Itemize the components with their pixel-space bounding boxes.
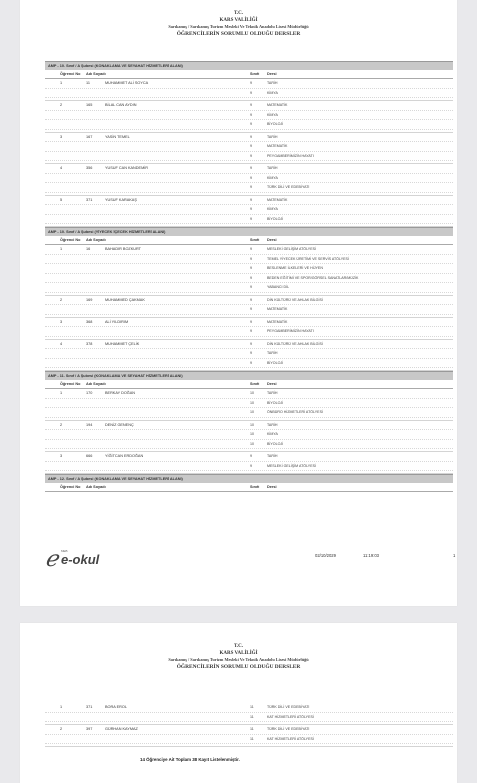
col-header-lesson: Dersi bbox=[267, 72, 277, 76]
lesson-level: 11 bbox=[250, 727, 254, 731]
student-number: 371 bbox=[86, 705, 93, 709]
lesson-row bbox=[45, 264, 453, 274]
lesson-level: 10 bbox=[250, 400, 254, 405]
student-seq: 4 bbox=[60, 166, 63, 170]
student-row bbox=[45, 164, 453, 196]
lesson-name: KAT HİZMETLERİ ATÖLYESİ bbox=[267, 736, 314, 741]
col-header-no: Öğrenci No bbox=[60, 485, 81, 489]
lesson-row bbox=[45, 101, 453, 111]
student-number: 167 bbox=[86, 134, 93, 139]
lesson-level: 10 bbox=[250, 391, 254, 395]
section-title: AMP - 12. Sınıf / A Şubesi (KONAKLAMA VE SEYAHAT HİZMETLERİ ALANI) bbox=[45, 474, 453, 483]
row-spacer bbox=[45, 224, 453, 226]
student-number: 16 bbox=[86, 247, 91, 251]
lesson-name: TÜRK DİLİ VE EDEBİYATI bbox=[267, 727, 310, 731]
e-okul-logo: ℯ MEB e-okul bbox=[45, 546, 100, 571]
document-title: ÖĞRENCİLERİN SORUMLU OLDUĞU DERSLER bbox=[176, 664, 301, 670]
lesson-row bbox=[45, 152, 453, 162]
lesson-level: 9 bbox=[250, 175, 252, 180]
lesson-level: 9 bbox=[250, 307, 252, 311]
lesson-row bbox=[45, 340, 453, 350]
lesson-row bbox=[45, 359, 453, 369]
lesson-name: MATEMATİK bbox=[267, 144, 288, 148]
student-name: BAHADIR BOZKURT bbox=[105, 247, 142, 251]
lesson-row bbox=[45, 255, 453, 265]
lesson-level: 9 bbox=[250, 122, 252, 126]
col-header-level: Sınıfı bbox=[250, 72, 260, 76]
col-header-level: Sınıfı bbox=[250, 238, 260, 242]
lesson-row bbox=[45, 215, 453, 225]
student-name: BERKAY DOĞAN bbox=[105, 391, 136, 395]
lesson-name: DİN KÜLTÜRÜ VE AHLAK BİLGİSİ bbox=[267, 341, 323, 346]
lesson-row bbox=[45, 283, 453, 293]
col-header-no: Öğrenci No bbox=[60, 72, 81, 76]
student-number: 666 bbox=[86, 454, 93, 458]
lesson-row bbox=[45, 296, 453, 306]
section-title: AMP - 10. Sınıf / A Şubesi (KONAKLAMA VE SEYAHAT HİZMETLERİ ALANI) bbox=[45, 61, 453, 70]
lesson-row bbox=[45, 440, 453, 450]
header-governorship: KARS VALİLİĞİ bbox=[219, 651, 258, 656]
lesson-name: TARİH bbox=[267, 422, 278, 427]
lesson-name: MATEMATİK bbox=[267, 319, 288, 324]
lesson-name: BİYOLOJİ bbox=[267, 122, 284, 126]
lesson-name: TÜRK DİLİ VE EDEBİYATI bbox=[267, 705, 310, 709]
student-seq: 5 bbox=[60, 197, 63, 202]
lesson-level: 9 bbox=[250, 256, 252, 261]
student-number: 165 bbox=[86, 103, 93, 107]
lesson-name: BİYOLOJİ bbox=[267, 216, 284, 221]
lesson-row bbox=[45, 725, 453, 735]
lessons-table bbox=[45, 61, 453, 492]
lesson-level: 9 bbox=[250, 166, 252, 170]
lesson-name: KİMYA bbox=[267, 207, 278, 211]
lesson-name: TEMEL YİYECEK ÜRETİMİ VE SERVİS ATÖLYESİ bbox=[267, 256, 349, 261]
student-name: ALİ YILDIRIM bbox=[105, 319, 129, 324]
lesson-name: PEYGAMBERİMİZİN HAYATI bbox=[267, 329, 314, 333]
lesson-level: 9 bbox=[250, 454, 252, 458]
lesson-row bbox=[45, 703, 453, 713]
lesson-level: 9 bbox=[250, 216, 252, 221]
student-row bbox=[45, 318, 453, 340]
student-name: YUSUF KARAKAŞ bbox=[105, 197, 137, 202]
lesson-row bbox=[45, 349, 453, 359]
lesson-level: 9 bbox=[250, 81, 252, 85]
lesson-level: 9 bbox=[250, 360, 252, 365]
col-header-level: Sınıfı bbox=[250, 382, 260, 386]
student-number: 11 bbox=[86, 81, 90, 85]
student-seq: 2 bbox=[60, 297, 63, 302]
lesson-name: TARİH bbox=[267, 134, 278, 139]
lesson-row bbox=[45, 399, 453, 409]
lesson-name: KİMYA bbox=[267, 90, 278, 95]
student-number: 194 bbox=[86, 422, 93, 427]
lesson-name: BİYOLOJİ bbox=[267, 400, 284, 405]
row-spacer bbox=[45, 293, 453, 295]
lesson-level: 10 bbox=[250, 410, 254, 414]
student-row bbox=[45, 196, 453, 228]
col-header-lesson: Dersi bbox=[267, 382, 277, 386]
lesson-level: 9 bbox=[250, 319, 252, 324]
lesson-level: 9 bbox=[250, 329, 252, 333]
header-school: Sarıkamış / Sarıkamış Turizm Mesleki Ve Teknik Anadolu Lisesi Müdürlüğü bbox=[168, 24, 309, 29]
row-spacer bbox=[45, 161, 453, 163]
lesson-row bbox=[45, 133, 453, 143]
lesson-name: KAT HİZMETLERİ ATÖLYESİ bbox=[267, 714, 314, 719]
lesson-level: 11 bbox=[250, 714, 254, 719]
col-header-no: Öğrenci No bbox=[60, 238, 81, 242]
row-spacer bbox=[45, 337, 453, 339]
lesson-name: MATEMATİK bbox=[267, 103, 288, 107]
student-seq: 1 bbox=[60, 81, 63, 85]
student-row bbox=[45, 389, 453, 421]
page-number: 1 bbox=[453, 553, 456, 558]
page-header bbox=[20, 0, 457, 38]
student-name: MUHAMMET ÇELİK bbox=[105, 341, 140, 346]
student-row bbox=[45, 452, 453, 474]
col-header-name: Adı Soyadı bbox=[86, 382, 106, 386]
lesson-name: KİMYA bbox=[267, 175, 278, 180]
student-seq: 2 bbox=[60, 422, 63, 427]
row-spacer bbox=[45, 130, 453, 132]
document-title: ÖĞRENCİLERİN SORUMLU OLDUĞU DERSLER bbox=[176, 31, 301, 37]
column-header-row bbox=[45, 236, 453, 245]
student-name: MUHAMMED ÇAKMAK bbox=[105, 297, 145, 302]
col-header-name: Adı Soyadı bbox=[86, 72, 106, 76]
lesson-name: BİYOLOJİ bbox=[267, 360, 284, 365]
row-spacer bbox=[45, 193, 453, 195]
student-row bbox=[45, 245, 453, 296]
lesson-row bbox=[45, 274, 453, 284]
lesson-row bbox=[45, 462, 453, 472]
col-header-no: Öğrenci No bbox=[60, 382, 81, 386]
lesson-row bbox=[45, 164, 453, 174]
student-seq: 1 bbox=[60, 391, 63, 395]
student-row bbox=[45, 340, 453, 372]
student-number: 397 bbox=[86, 727, 93, 731]
lesson-row bbox=[45, 452, 453, 462]
lesson-level: 11 bbox=[250, 736, 254, 741]
lesson-row bbox=[45, 205, 453, 215]
row-spacer bbox=[45, 471, 453, 473]
student-row bbox=[45, 725, 453, 747]
student-name: GÜRHAN KAYMAZ bbox=[105, 727, 138, 731]
lesson-level: 11 bbox=[250, 705, 254, 709]
student-name: MUHAMMET ALİ SOYCA bbox=[105, 81, 149, 85]
column-header-row bbox=[45, 483, 453, 492]
student-number: 368 bbox=[86, 319, 93, 324]
section-title: AMP - 11. Sınıf / A Şubesi (KONAKLAMA VE SEYAHAT HİZMETLERİ ALANI) bbox=[45, 371, 453, 380]
student-name: BİLAL CAN AYDIN bbox=[105, 103, 137, 107]
column-header-row bbox=[45, 380, 453, 389]
page-header bbox=[20, 623, 457, 671]
lesson-row bbox=[45, 196, 453, 206]
student-row bbox=[45, 703, 453, 725]
student-seq: 3 bbox=[60, 319, 63, 324]
row-spacer bbox=[45, 449, 453, 451]
section-title: AMP - 10. Sınıf / A Şubesi (YİYECEK İÇECEK HİZMETLERİ ALANI) bbox=[45, 227, 453, 236]
lesson-name: MESLEKİ GELİŞİM ATÖLYESİ bbox=[267, 247, 316, 251]
lesson-name: KİMYA bbox=[267, 112, 278, 117]
lesson-row bbox=[45, 305, 453, 315]
row-spacer bbox=[45, 98, 453, 100]
lesson-name: BESLENME İLKELERİ VE HİJYEN bbox=[267, 266, 323, 270]
student-number: 170 bbox=[86, 391, 93, 395]
lesson-level: 9 bbox=[250, 285, 252, 289]
page-footer bbox=[45, 545, 456, 575]
logo-text: e-okul bbox=[61, 552, 100, 567]
student-row bbox=[45, 133, 453, 165]
lesson-level: 9 bbox=[250, 103, 252, 107]
lesson-level: 9 bbox=[250, 153, 252, 158]
student-seq: 1 bbox=[60, 705, 63, 709]
student-number: 378 bbox=[86, 341, 93, 346]
header-school: Sarıkamış / Sarıkamış Turizm Mesleki Ve Teknik Anadolu Lisesi Müdürlüğü bbox=[168, 657, 309, 662]
header-tc: T.C. bbox=[233, 11, 244, 16]
row-spacer bbox=[45, 315, 453, 317]
lesson-level: 9 bbox=[250, 275, 252, 280]
lesson-row bbox=[45, 111, 453, 121]
student-row bbox=[45, 296, 453, 318]
student-number: 371 bbox=[86, 197, 93, 202]
lesson-row bbox=[45, 408, 453, 418]
lesson-name: TARİH bbox=[267, 166, 278, 170]
print-date: 02/10/2029 bbox=[315, 553, 336, 558]
lesson-name: TARİH bbox=[267, 454, 278, 458]
student-name: DENİZ GENENÇ bbox=[105, 422, 134, 427]
lesson-level: 10 bbox=[250, 441, 254, 446]
student-seq: 2 bbox=[60, 103, 63, 107]
lesson-level: 9 bbox=[250, 90, 252, 95]
lesson-level: 9 bbox=[250, 247, 252, 251]
lesson-level: 9 bbox=[250, 197, 252, 202]
lesson-row bbox=[45, 183, 453, 193]
student-name: BORA EROL bbox=[105, 705, 127, 709]
row-spacer bbox=[45, 744, 453, 746]
row-spacer bbox=[45, 418, 453, 420]
col-header-name: Adı Soyadı bbox=[86, 238, 106, 242]
lesson-row bbox=[45, 327, 453, 337]
row-spacer bbox=[45, 368, 453, 370]
col-header-level: Sınıfı bbox=[250, 485, 260, 489]
student-name: YASİN TEMEL bbox=[105, 134, 130, 139]
lesson-name: KİMYA bbox=[267, 432, 278, 436]
print-time: 11:19:03 bbox=[363, 553, 379, 558]
lesson-name: TARİH bbox=[267, 81, 278, 85]
student-name: YİĞİTCAN ERDOĞAN bbox=[105, 454, 144, 458]
lesson-name: ÖNBÜRO HİZMETLERİ ATÖLYESİ bbox=[267, 410, 323, 414]
student-seq: 3 bbox=[60, 454, 63, 458]
lesson-row bbox=[45, 318, 453, 328]
lesson-name: TÜRK DİLİ VE EDEBİYATI bbox=[267, 185, 310, 189]
student-row bbox=[45, 421, 453, 453]
student-row bbox=[45, 101, 453, 133]
student-row bbox=[45, 79, 453, 101]
student-number: 169 bbox=[86, 297, 93, 302]
col-header-name: Adı Soyadı bbox=[86, 485, 106, 489]
lesson-row bbox=[45, 142, 453, 152]
lesson-level: 9 bbox=[250, 144, 252, 148]
lesson-level: 9 bbox=[250, 134, 252, 139]
lesson-row bbox=[45, 430, 453, 440]
lesson-row bbox=[45, 89, 453, 99]
student-name: YUSUF CAN KANDEMİR bbox=[105, 166, 149, 170]
lesson-level: 9 bbox=[250, 266, 252, 270]
col-header-lesson: Dersi bbox=[267, 238, 277, 242]
lesson-level: 9 bbox=[250, 185, 252, 189]
lesson-name: TARİH bbox=[267, 351, 278, 355]
lesson-name: DİN KÜLTÜRÜ VE AHLAK BİLGİSİ bbox=[267, 297, 323, 302]
lesson-row bbox=[45, 735, 453, 745]
student-seq: 4 bbox=[60, 341, 63, 346]
lesson-name: MESLEKİ GELİŞİM ATÖLYESİ bbox=[267, 463, 316, 468]
lesson-row bbox=[45, 389, 453, 399]
lesson-row bbox=[45, 79, 453, 89]
lesson-level: 9 bbox=[250, 351, 252, 355]
student-seq: 1 bbox=[60, 247, 63, 251]
document-page-2 bbox=[20, 623, 457, 783]
student-seq: 2 bbox=[60, 727, 63, 731]
summary-text: 14 Öğrenciye Ait Toplam 38 Kayıt Listelenmiştir. bbox=[140, 757, 240, 762]
row-spacer bbox=[45, 722, 453, 724]
lesson-name: BEDEN EĞİTİMİ VE SPOR/GÖRSEL SANATLAR/MÜZİK bbox=[267, 275, 359, 280]
column-header-row bbox=[45, 70, 453, 79]
lesson-row bbox=[45, 174, 453, 184]
header-governorship: KARS VALİLİĞİ bbox=[219, 18, 258, 23]
student-seq: 3 bbox=[60, 134, 63, 139]
lesson-level: 10 bbox=[250, 432, 254, 436]
lesson-name: MATEMATİK bbox=[267, 197, 288, 202]
lesson-name: PEYGAMBERİMİZİN HAYATI bbox=[267, 153, 314, 158]
lesson-name: BİYOLOJİ bbox=[267, 441, 284, 446]
header-tc: T.C. bbox=[233, 644, 244, 649]
student-number: 356 bbox=[86, 166, 93, 170]
lesson-row bbox=[45, 421, 453, 431]
lesson-row bbox=[45, 120, 453, 130]
lesson-row bbox=[45, 245, 453, 255]
lesson-level: 10 bbox=[250, 422, 254, 427]
lesson-level: 9 bbox=[250, 112, 252, 117]
lessons-table-continued bbox=[45, 703, 453, 747]
lesson-name: MATEMATİK bbox=[267, 307, 288, 311]
lesson-name: TARİH bbox=[267, 391, 278, 395]
col-header-lesson: Dersi bbox=[267, 485, 277, 489]
lesson-level: 9 bbox=[250, 341, 252, 346]
lesson-level: 9 bbox=[250, 297, 252, 302]
lesson-name: YABANCI DİL bbox=[267, 285, 290, 289]
lesson-level: 9 bbox=[250, 207, 252, 211]
lesson-level: 9 bbox=[250, 463, 252, 468]
logo-small-text: MEB bbox=[61, 549, 68, 553]
lesson-row bbox=[45, 713, 453, 723]
document-page-1 bbox=[20, 0, 457, 606]
